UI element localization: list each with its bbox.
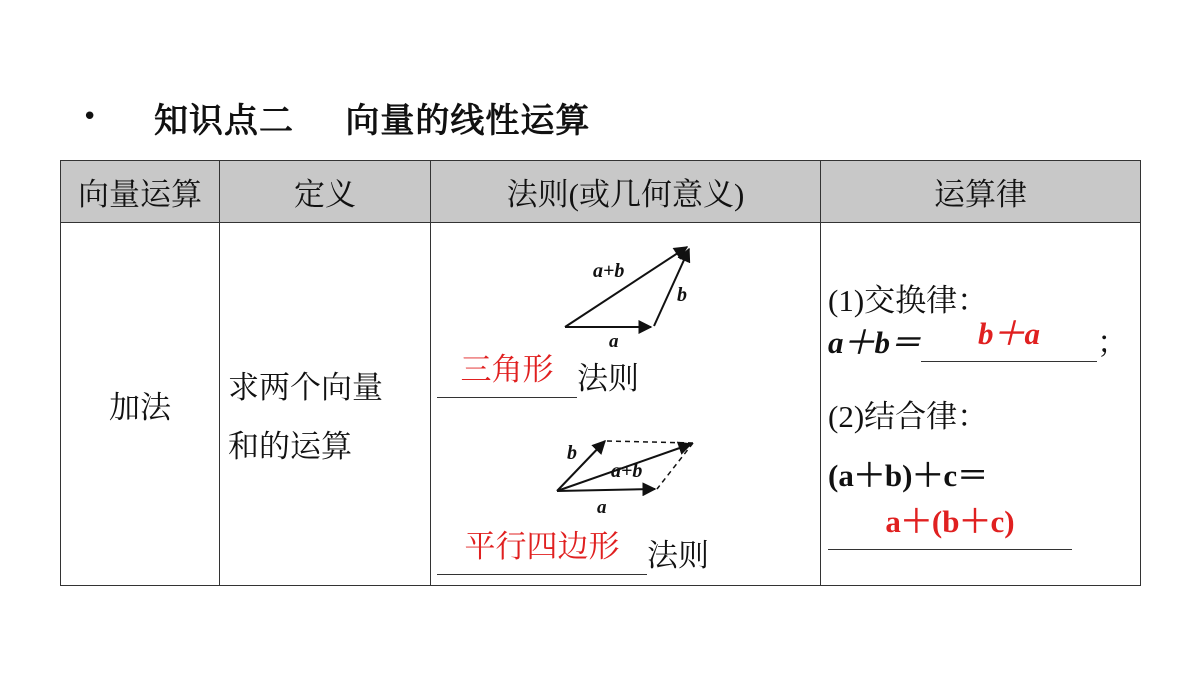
law1-line: [828, 316, 1128, 362]
operation-cell: 加法: [61, 223, 220, 586]
rule2-line: [437, 529, 709, 575]
rule1-suffix: 法则: [577, 361, 639, 397]
laws-cell: [821, 223, 1141, 586]
law1-blank: [921, 316, 1097, 362]
rule-cell: [431, 223, 821, 586]
header-definition: 定义: [220, 161, 431, 223]
definition-text: [228, 359, 428, 477]
definition-line-2: 和的运算: [228, 429, 352, 465]
section-heading: [82, 92, 590, 142]
vector-a-arrow: [557, 489, 655, 491]
law1-lhs: a＋b＝: [828, 325, 921, 360]
label-a: a: [609, 331, 619, 347]
law2-line: [828, 504, 1072, 550]
label-b: b: [677, 284, 687, 306]
rule2-blank: [437, 529, 647, 575]
section-title: 知识点二 向量的线性运算: [154, 100, 591, 141]
label-b: b: [567, 442, 577, 464]
law2-label: (2)结合律：: [828, 399, 989, 434]
vector-sum-arrow: [565, 247, 687, 327]
definition-line-1: 求两个向量: [228, 370, 383, 406]
law2-lhs: (a＋b)＋c＝: [828, 458, 989, 493]
bullet: •: [82, 102, 98, 132]
rule1-blank: [437, 352, 577, 398]
law1-end: ；: [1097, 325, 1128, 361]
table-header-row: [61, 161, 1141, 223]
label-sum: a+b: [593, 260, 625, 282]
parallelogram-rule-diagram: [547, 433, 707, 523]
table-row-addition: [61, 223, 1141, 586]
header-rule: 法则(或几何意义): [431, 161, 821, 223]
label-a: a: [597, 497, 607, 518]
dashed-side-top: [607, 441, 693, 443]
law1-answer: b＋a: [978, 316, 1040, 351]
law2-blank: [828, 504, 1072, 550]
rule1-answer: 三角形: [460, 352, 554, 388]
rule2-suffix: 法则: [647, 538, 709, 574]
law1-label: (1)交换律：: [828, 283, 989, 318]
header-operation: 向量运算: [61, 161, 220, 223]
label-sum: a+b: [611, 460, 643, 482]
law2-answer: a＋(b＋c): [885, 504, 1015, 539]
triangle-rule-diagram: [551, 237, 711, 347]
vector-operations-table: [60, 160, 1141, 586]
rule2-answer: 平行四边形: [464, 529, 620, 565]
definition-cell: [220, 223, 431, 586]
rule1-line: [437, 352, 639, 398]
header-laws: 运算律: [821, 161, 1141, 223]
